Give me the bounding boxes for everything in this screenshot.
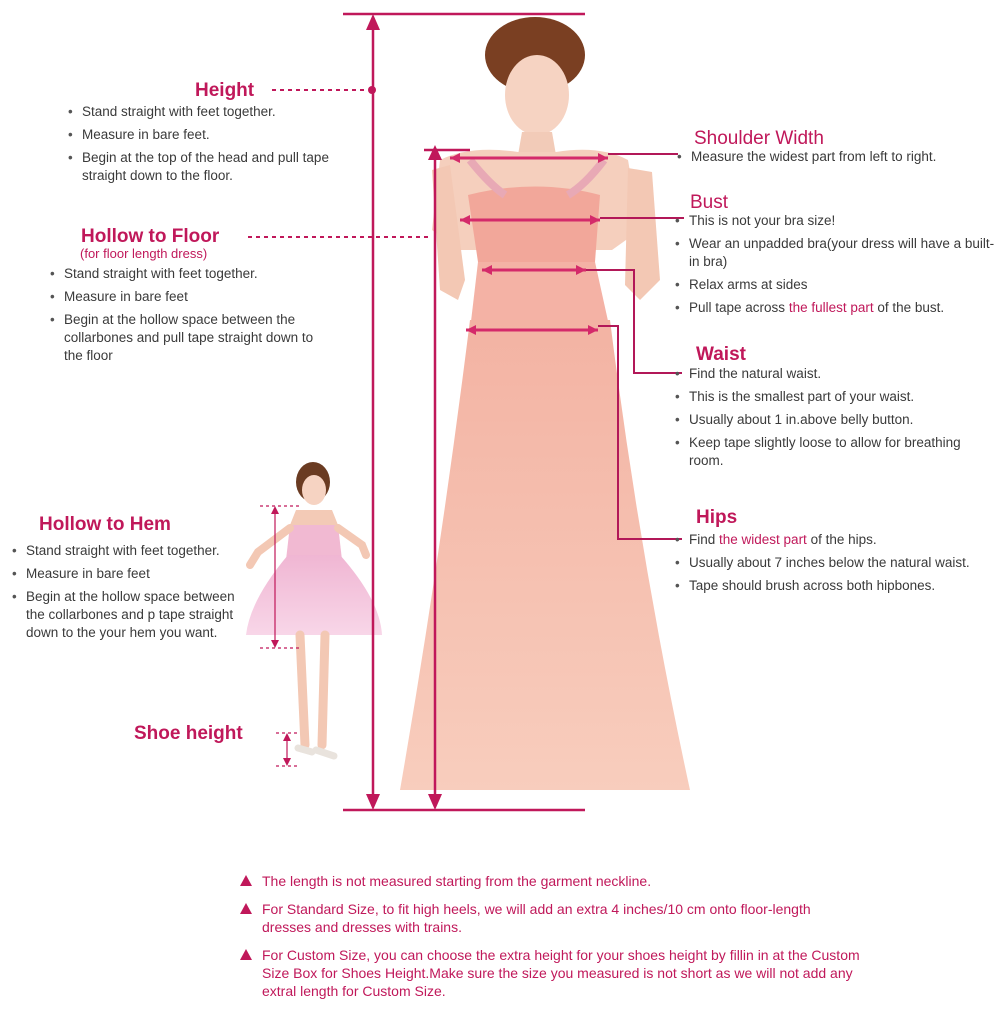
note-item [240, 872, 860, 890]
list-item [673, 531, 983, 549]
note-item [240, 946, 860, 1000]
list-item: • Wear an unpadded bra(your dress will have a built-in bra) [673, 235, 995, 271]
bust-title: Bust [690, 192, 729, 213]
shoe-height-title: Shoe height [134, 723, 243, 744]
note-text: For Custom Size, you can choose the extra height for your shoes height by fillin in at the Custom Size Box for Shoes Height.Make sure the size you measured is not short as we will not add any extral length for Custom Size. [262, 947, 860, 999]
list-item: • Begin at the top of the head and pull tape straight down to the floor. [66, 149, 356, 185]
list-item: • Begin at the hollow space between the collarbones and pull tape straight down to the floor [48, 311, 316, 365]
hollow-hem-title: Hollow to Hem [39, 514, 171, 535]
waist-list [673, 365, 973, 475]
highlight-text: the widest part [719, 532, 807, 547]
shoulder-list [675, 148, 995, 171]
text: Find [689, 532, 720, 547]
height-title: Height [195, 80, 255, 101]
text: Pull tape across [689, 300, 789, 315]
list-item: • This is the smallest part of your waist. [673, 388, 973, 406]
list-item: • Usually about 1 in.above belly button. [673, 411, 973, 429]
triangle-warning-icon [240, 949, 252, 960]
list-item: • Tape should brush across both hipbones. [673, 577, 983, 595]
note-item [240, 900, 860, 936]
list-item: • Measure the widest part from left to right. [675, 148, 995, 166]
hollow-hem-list [10, 542, 242, 647]
list-item: • Measure in bare feet [10, 565, 242, 583]
hips-list [673, 531, 983, 600]
list-item: • Measure in bare feet [48, 288, 316, 306]
height-list [66, 103, 356, 190]
text: of the hips. [806, 532, 877, 547]
list-item: • Relax arms at sides [673, 276, 995, 294]
note-text: For Standard Size, to fit high heels, we will add an extra 4 inches/10 cm onto floor-length dresses and dresses with trains. [262, 901, 811, 935]
list-item: • Stand straight with feet together. [10, 542, 242, 560]
hollow-floor-list [48, 265, 316, 370]
triangle-warning-icon [240, 903, 252, 914]
waist-title: Waist [696, 344, 746, 365]
list-item: • Stand straight with feet together. [66, 103, 356, 121]
gown-model-figure [400, 17, 690, 790]
note-text: The length is not measured starting from the garment neckline. [262, 873, 652, 889]
text: of the bust. [873, 300, 945, 315]
list-item: • Begin at the hollow space between the collarbones and p tape straight down to the your hem you want. [10, 588, 242, 642]
list-item: • Find the natural waist. [673, 365, 973, 383]
list-item: • Keep tape slightly loose to allow for breathing room. [673, 434, 973, 470]
list-item: • Stand straight with feet together. [48, 265, 316, 283]
bust-list [673, 212, 995, 322]
list-item: • Usually about 7 inches below the natural waist. [673, 554, 983, 572]
notes-section [240, 872, 860, 1010]
list-item: • Measure in bare feet. [66, 126, 356, 144]
highlight-text: the fullest part [788, 300, 874, 315]
hips-title: Hips [696, 507, 738, 528]
list-item: • This is not your bra size! [673, 212, 995, 230]
hollow-floor-subtitle: (for floor length dress) [80, 246, 208, 261]
hollow-floor-title: Hollow to Floor [81, 226, 220, 247]
shoulder-width-title: Shoulder Width [694, 128, 824, 149]
list-item [673, 299, 995, 317]
triangle-warning-icon [240, 875, 252, 886]
